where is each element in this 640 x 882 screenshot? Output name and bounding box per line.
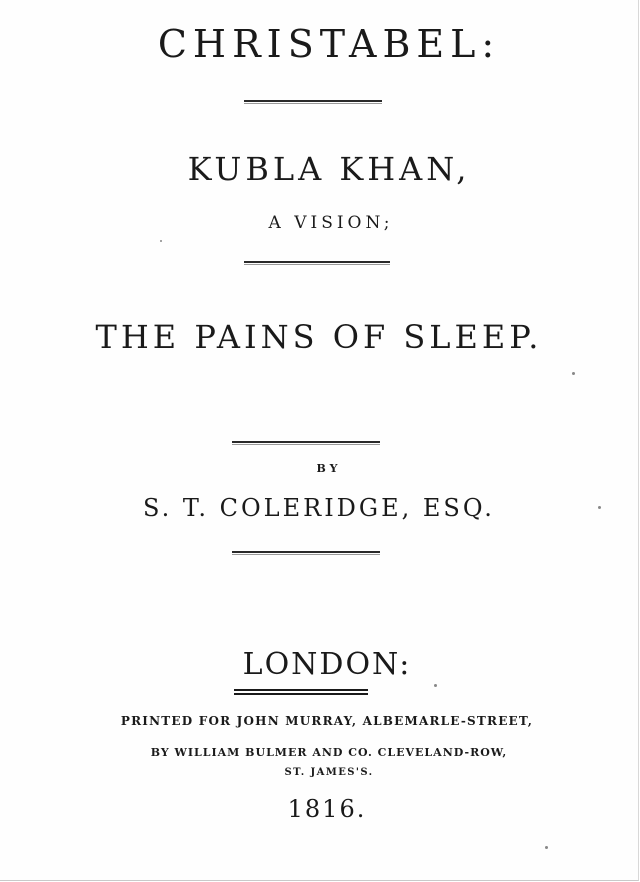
ornamental-rule (232, 441, 380, 445)
imprint-line: BY WILLIAM BULMER AND CO. CLEVELAND-ROW, (150, 746, 508, 759)
imprint-line: PRINTED FOR JOHN MURRAY, ALBEMARLE-STREET, (120, 714, 534, 728)
paper-speck (598, 506, 601, 509)
ornamental-rule (232, 551, 380, 555)
imprint-city: LONDON: (242, 647, 412, 682)
work-title-pains-of-sleep: THE PAINS OF SLEEP. (95, 318, 543, 356)
double-rule (234, 689, 368, 695)
paper-speck (434, 684, 437, 687)
paper-speck (160, 240, 162, 242)
imprint-line: ST. JAMES'S. (284, 767, 374, 778)
publication-year: 1816. (287, 795, 367, 823)
ornamental-rule (244, 261, 390, 265)
paper-speck (572, 372, 575, 375)
by-label: BY (316, 462, 342, 475)
work-title-christabel: CHRISTABEL: (157, 22, 501, 66)
work-title-kubla-khan: KUBLA KHAN, (187, 150, 471, 188)
paper-speck (545, 846, 548, 849)
ornamental-rule (244, 100, 382, 104)
work-subtitle-vision: A VISION; (268, 213, 394, 233)
author-name: S. T. COLERIDGE, ESQ. (143, 494, 495, 522)
